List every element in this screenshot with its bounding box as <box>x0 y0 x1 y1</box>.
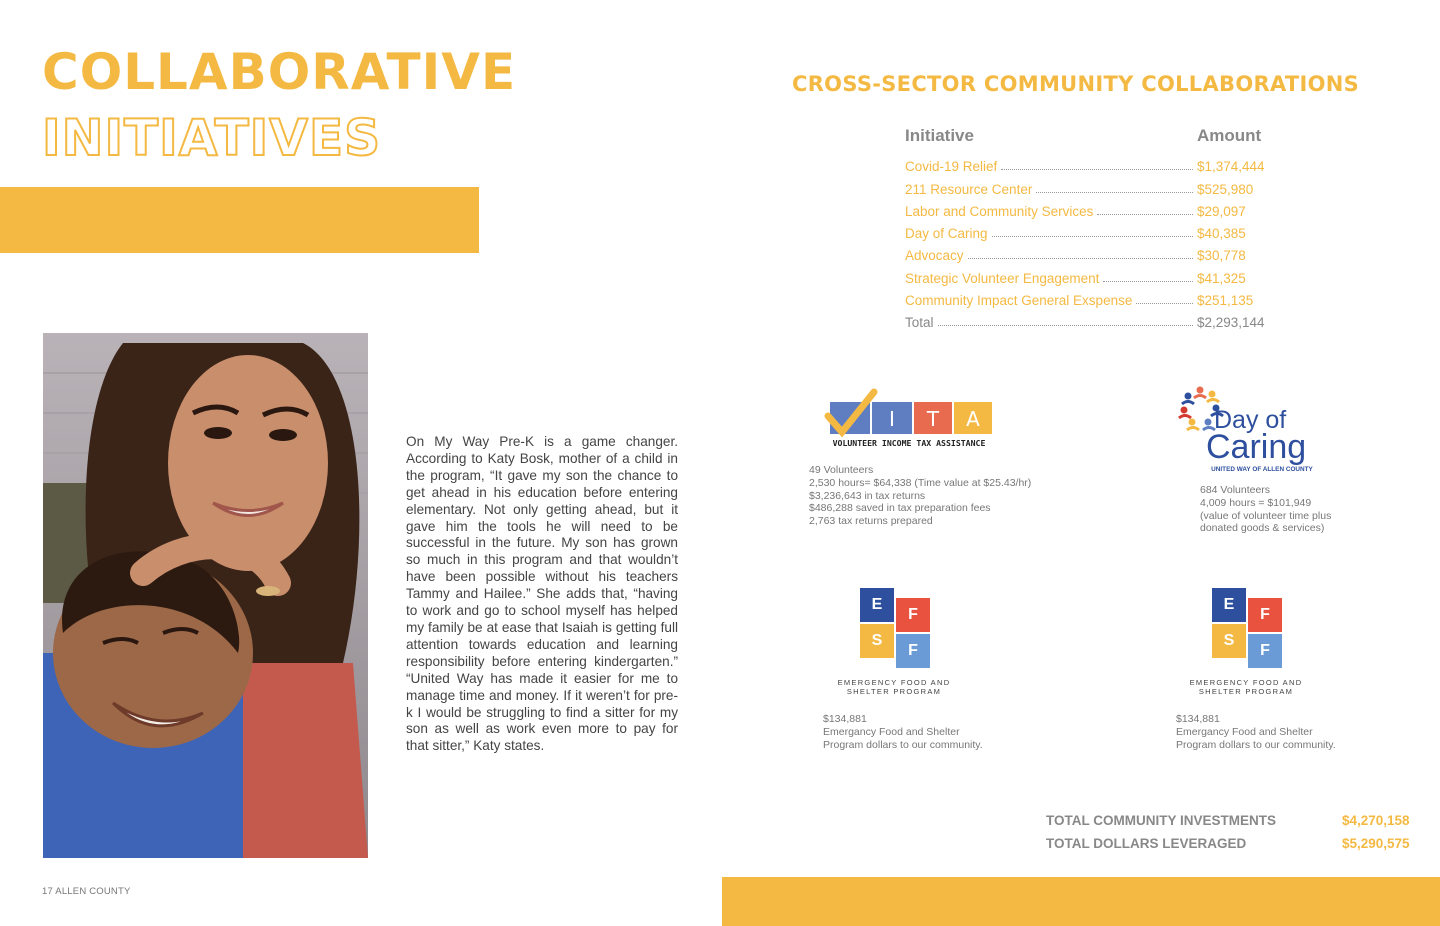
initiative-amount: $525,980 <box>1197 181 1254 197</box>
efsf-logo <box>1176 588 1316 708</box>
leader-dots <box>1097 214 1193 215</box>
initiative-label: Advocacy <box>905 248 964 264</box>
efsf-stat-line: Program dollars to our community. <box>1176 738 1336 751</box>
efsf-caption-line: SHELTER PROGRAM <box>846 687 942 696</box>
initiative-amount: $30,778 <box>1197 248 1246 264</box>
vita-subtitle: VOLUNTEER INCOME TAX ASSISTANCE <box>832 438 986 448</box>
efsf-caption <box>1176 678 1316 696</box>
total-leveraged-value: $5,290,575 <box>1342 836 1410 851</box>
logo-line-day-of: Day of <box>1214 406 1287 434</box>
efsf-stats <box>823 713 983 751</box>
vita-stat-line: 2,530 hours= $64,338 (Time value at $25.43/hr) <box>809 476 1032 489</box>
vita-letter-a: A <box>966 407 980 431</box>
table-row <box>905 152 1275 174</box>
footer-accent-bar <box>722 877 1440 926</box>
leader-dots <box>1001 169 1193 170</box>
initiative-amount: $251,135 <box>1197 293 1254 309</box>
logo-line-caring: Caring <box>1206 428 1307 466</box>
initiative-amount: $1,374,444 <box>1197 159 1265 175</box>
totals-summary <box>1046 813 1414 859</box>
vita-logo <box>822 388 994 450</box>
day-of-caring-logo <box>1178 382 1323 474</box>
page-subtitle: INITIATIVES <box>42 109 382 167</box>
efsf-logo <box>824 588 964 708</box>
leader-dots <box>1136 303 1193 304</box>
efsf-stat-line: Emergancy Food and Shelter <box>823 725 960 738</box>
efsf-stat-line: Program dollars to our community. <box>823 738 983 751</box>
leader-dots <box>992 236 1193 237</box>
total-leveraged-label: TOTAL DOLLARS LEVERAGED <box>1046 836 1247 851</box>
efsf-caption <box>824 678 964 696</box>
mother-and-son-photo <box>43 333 368 858</box>
initiative-label: Labor and Community Services <box>905 203 1094 219</box>
leader-dots <box>1103 281 1193 282</box>
total-investments-row <box>1046 813 1414 836</box>
collaborations-table <box>905 126 1275 330</box>
efsf-letter-s: S <box>860 624 894 658</box>
total-investments-label: TOTAL COMMUNITY INVESTMENTS <box>1046 813 1277 828</box>
initiative-label: Community Impact General Exspense <box>905 293 1133 309</box>
initiative-label: Strategic Volunteer Engagement <box>905 270 1100 286</box>
section-heading: CROSS-SECTOR COMMUNITY COLLABORATIONS <box>792 72 1360 96</box>
logo-subtitle: UNITED WAY OF ALLEN COUNTY <box>1211 466 1313 473</box>
table-header <box>905 126 1275 152</box>
testimonial-text: On My Way Pre-K is a game changer. According to Katy Bosk, mother of a child in the program, “It gave my son the chance to get ahead in his education before entering elementary. Not only getting ahead, but it gave him the tools he will need to be successful in the future. My son has grown so much in this program and that wouldn’t have been possible without his teachers Tammy and Hailee.” She adds that, “having to work and go to school myself has helped my family be at ease that Isaiah is getting full attention towards education and learning responsibility before entering kindergarten.” “United Way has made it easier for me to manage time and money. If it weren’t for pre-k I would be struggling to find a sitter for my son as well as work even more to pay for that sitter,” Katy states. <box>406 434 678 754</box>
efsf-caption-line: SHELTER PROGRAM <box>1198 687 1294 696</box>
doc-stat-line: (value of volunteer time plus <box>1200 509 1332 522</box>
leader-dots <box>938 325 1193 326</box>
initiative-amount: $41,325 <box>1197 270 1246 286</box>
table-total-row <box>905 308 1275 330</box>
total-leveraged-row <box>1046 836 1414 859</box>
efsf-caption-line: EMERGENCY FOOD AND <box>1189 678 1303 687</box>
efsf-letter-f: F <box>896 598 930 632</box>
initiative-label: 211 Resource Center <box>905 181 1033 197</box>
initiative-column-header: Initiative <box>905 126 974 145</box>
total-label: Total <box>905 315 934 331</box>
table-row <box>905 219 1275 241</box>
initiative-label: Day of Caring <box>905 226 988 242</box>
efsf-stat-line: Emergancy Food and Shelter <box>1176 725 1313 738</box>
table-row <box>905 197 1275 219</box>
doc-stat-line: 684 Volunteers <box>1200 484 1271 496</box>
table-row <box>905 286 1275 308</box>
amount-column-header: Amount <box>1197 126 1262 145</box>
day-of-caring-stats <box>1200 484 1370 535</box>
efsf-letter-f: F <box>1248 598 1282 632</box>
efsf-stat-line: $134,881 <box>1176 713 1220 725</box>
leader-dots <box>968 258 1193 259</box>
efsf-letter-f2: F <box>1248 634 1282 668</box>
initiative-label: Covid-19 Relief <box>905 159 998 175</box>
initiative-amount: $40,385 <box>1197 226 1246 242</box>
doc-stat-line: 4,009 hours = $101,949 <box>1200 496 1312 509</box>
table-row <box>905 241 1275 263</box>
total-amount: $2,293,144 <box>1197 315 1265 331</box>
doc-stat-line: donated goods & services) <box>1200 522 1325 535</box>
table-row <box>905 174 1275 196</box>
page-title: COLLABORATIVE <box>42 43 517 101</box>
leader-dots <box>1036 192 1193 193</box>
vita-letter-i: I <box>889 407 895 431</box>
vita-stats <box>809 464 1031 528</box>
efsf-letter-f2: F <box>896 634 930 668</box>
efsf-letter-s: S <box>1212 624 1246 658</box>
total-investments-value: $4,270,158 <box>1342 813 1410 828</box>
title-accent-bar <box>0 187 479 253</box>
initiative-amount: $29,097 <box>1197 203 1246 219</box>
efsf-caption-line: EMERGENCY FOOD AND <box>837 678 951 687</box>
page-footer: 17 ALLEN COUNTY <box>42 886 131 897</box>
efsf-stats <box>1176 713 1336 751</box>
vita-stat-line: $3,236,643 in tax returns <box>809 489 926 502</box>
vita-stat-line: 49 Volunteers <box>809 464 874 476</box>
vita-stat-line: 2,763 tax returns prepared <box>809 515 933 528</box>
efsf-letter-e: E <box>1212 588 1246 622</box>
vita-stat-line: $486,288 saved in tax preparation fees <box>809 502 991 515</box>
vita-letter-t: T <box>926 407 940 431</box>
efsf-stat-line: $134,881 <box>823 713 867 725</box>
table-row <box>905 263 1275 285</box>
efsf-letter-e: E <box>860 588 894 622</box>
